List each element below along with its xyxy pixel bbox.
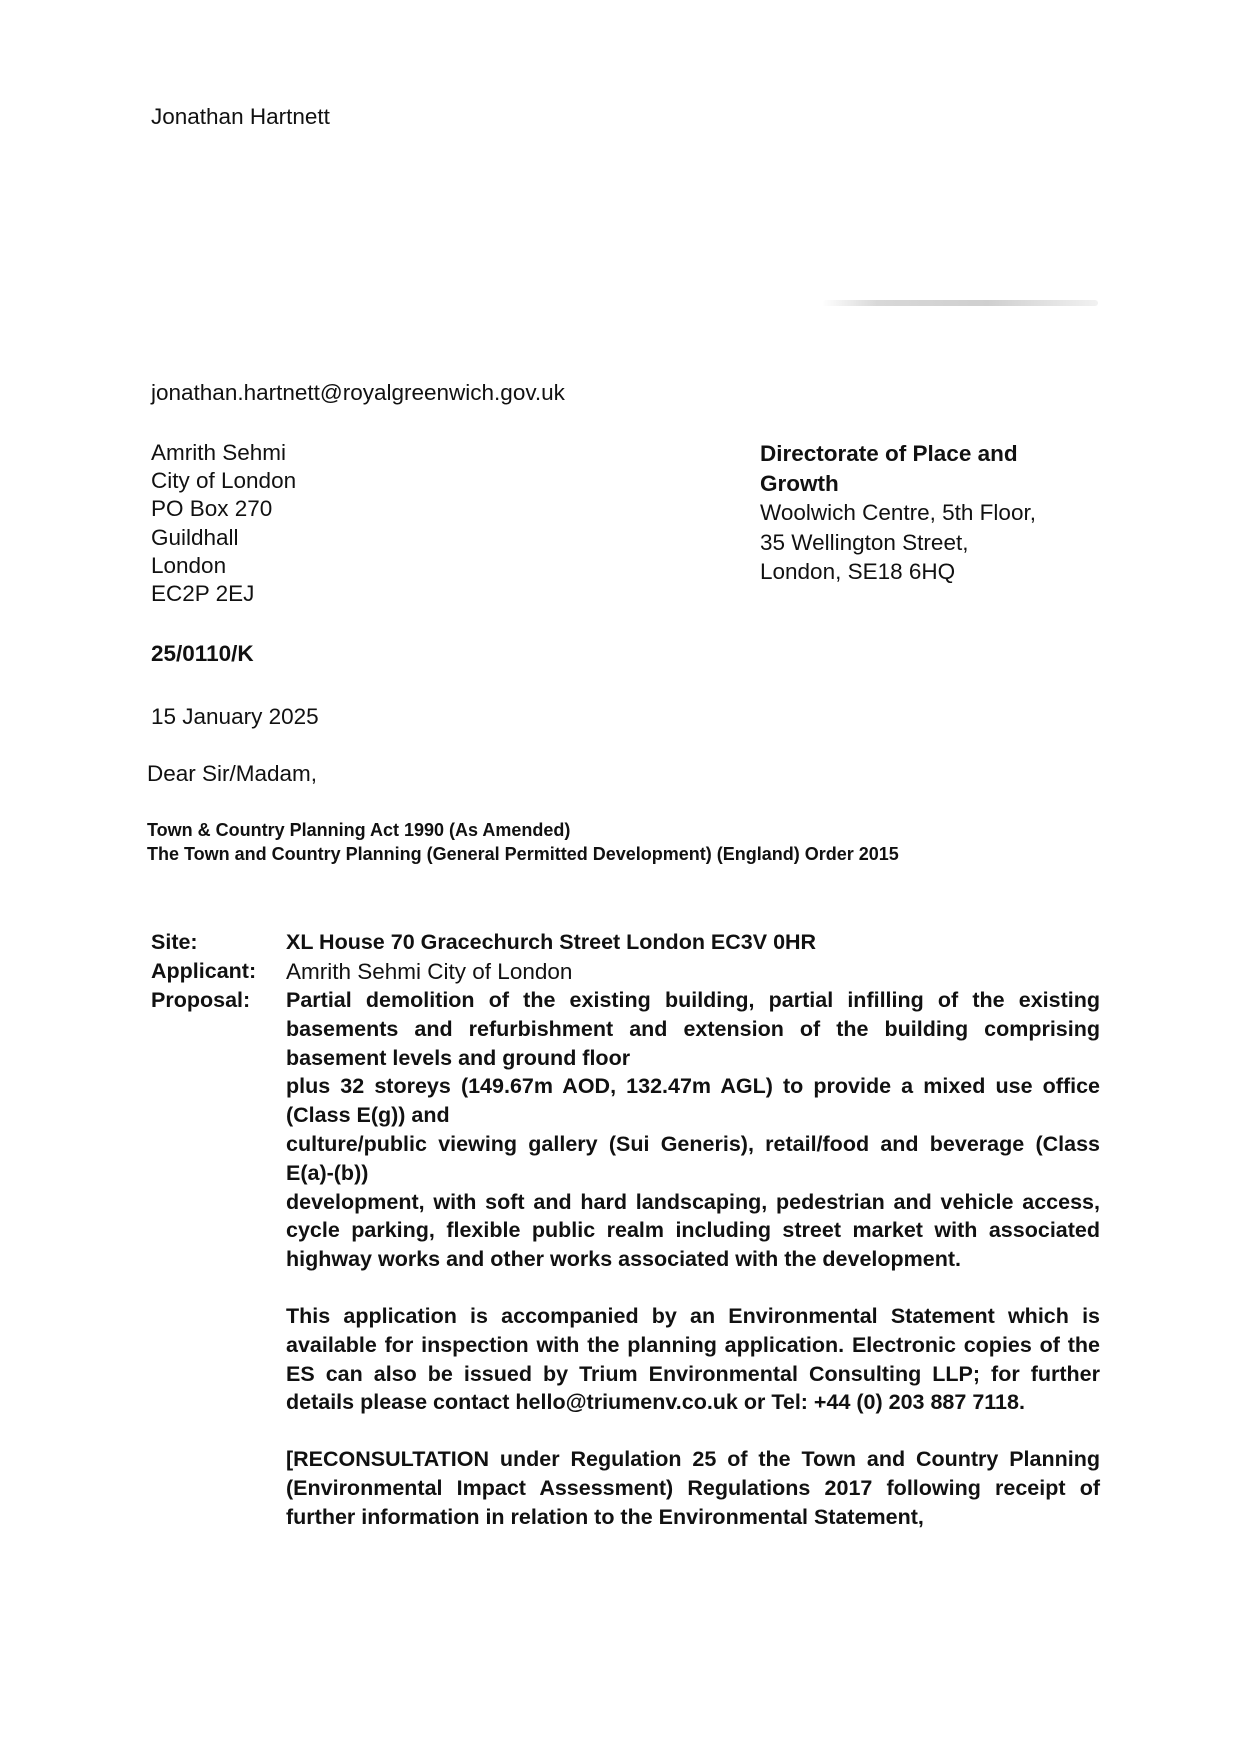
legislation-line: Town & Country Planning Act 1990 (As Amended) [147, 820, 571, 840]
recipient-line: PO Box 270 [151, 496, 273, 522]
proposal-label: Proposal: [151, 988, 251, 1012]
applicant-label: Applicant: [151, 959, 257, 983]
site-label: Site: [151, 930, 198, 954]
legislation-line: The Town and Country Planning (General Permitted Development) (England) Order 2015 [147, 844, 899, 864]
proposal-body [286, 986, 1100, 1532]
site-value: XL House 70 Gracechurch Street London EC3V 0HR [286, 930, 817, 954]
legislation-heading [147, 818, 899, 866]
salutation: Dear Sir/Madam, [147, 761, 318, 786]
recipient-address [151, 439, 296, 608]
proposal-paragraph: Partial demolition of the existing building, partial infilling of the existing basements and refurbishment and extension of the building comprising basement levels and ground floor [286, 988, 1100, 1070]
directorate-address-line: London, SE18 6HQ [760, 559, 956, 585]
directorate-address-line: 35 Wellington Street, [760, 529, 969, 555]
directorate-title: Growth [760, 470, 839, 496]
applicant-value: Amrith Sehmi City of London [286, 959, 573, 984]
directorate-title: Directorate of Place and [760, 441, 1018, 466]
recipient-line: London [151, 552, 227, 578]
recipient-line: City of London [151, 468, 297, 494]
recipient-line: EC2P 2EJ [151, 581, 255, 607]
sender-email: jonathan.hartnett@royalgreenwich.gov.uk [151, 380, 565, 405]
reconsultation-paragraph: [RECONSULTATION under Regulation 25 of the Town and Country Planning (Environmental Impact Assessment) Regulations 2017 following receipt of further information in relation to the Environmental Statement, [286, 1447, 1100, 1529]
sender-name: Jonathan Hartnett [151, 104, 330, 129]
directorate-block [760, 439, 1036, 587]
proposal-paragraph: culture/public viewing gallery (Sui Generis), retail/food and beverage (Class E(a)-(b)) [286, 1131, 1100, 1185]
signature-smudge [822, 300, 1098, 306]
directorate-address-line: Woolwich Centre, 5th Floor, [760, 500, 1036, 526]
proposal-paragraph: development, with soft and hard landscaping, pedestrian and vehicle access, cycle parking, flexible public realm including street market with associated highway works and other works associated with the development. [286, 1189, 1100, 1272]
proposal-paragraph: plus 32 storeys (149.67m AOD, 132.47m AGL) to provide a mixed use office (Class E(g)) and [286, 1074, 1100, 1128]
letter-date: 15 January 2025 [151, 704, 319, 729]
reference-number: 25/0110/K [151, 641, 254, 666]
recipient-line: Guildhall [151, 524, 239, 550]
environmental-statement-paragraph: This application is accompanied by an Environmental Statement which is available for inspection with the planning application. Electronic copies of the ES can also be issued by Trium Environmental Consulting LLP; for further details please contact hello@triumenv.co.uk or Tel: +44 (0) 203 887 7118. [286, 1303, 1100, 1415]
recipient-line: Amrith Sehmi [151, 440, 287, 465]
